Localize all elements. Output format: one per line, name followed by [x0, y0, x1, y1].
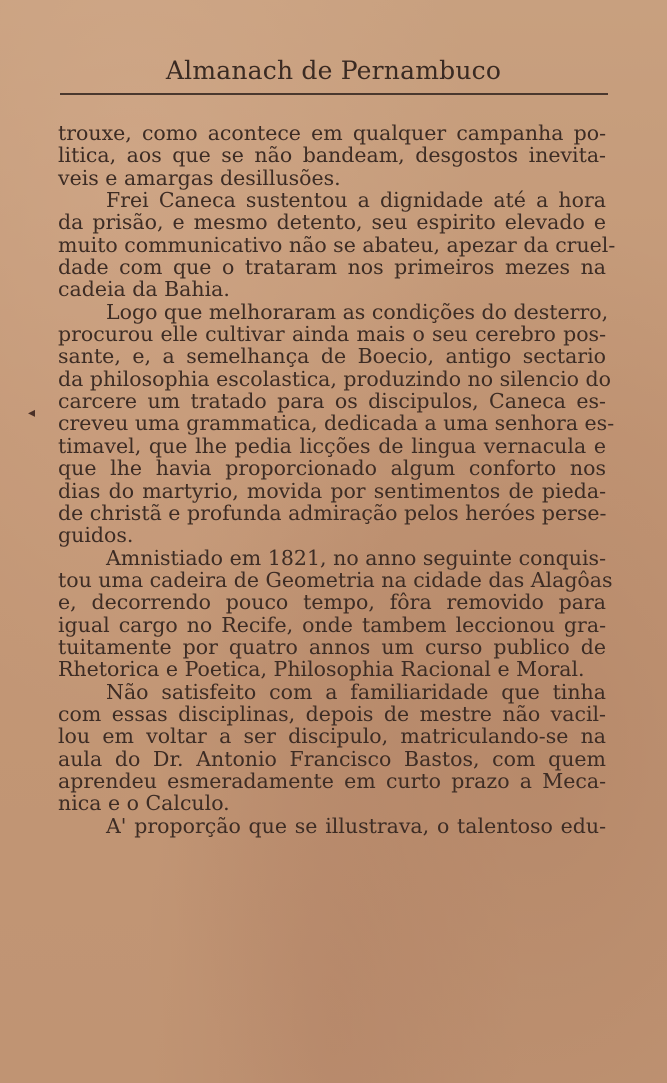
text-line: trouxe, como acontece em qualquer campanha po- — [58, 121, 606, 145]
text-line: Logo que melhoraram as condições do desterro, — [106, 299, 609, 324]
text-line: Frei Caneca sustentou a dignidade até a hora — [106, 188, 606, 213]
text-line: procurou elle cultivar ainda mais o seu cerebro pos- — [58, 322, 606, 347]
margin-mark: ◂ — [28, 405, 36, 421]
text-line: cadeia da Bahia. — [58, 277, 230, 302]
text-line: lou em voltar a ser discipulo, matriculando-se na — [58, 724, 606, 749]
text-line: que lhe havia proporcionado algum conforto nos — [58, 456, 606, 481]
text-line: carcere um tratado para os discipulos, Caneca es- — [58, 389, 606, 414]
text-line: dias do martyrio, movida por sentimentos de pieda- — [58, 478, 606, 503]
text-line: tou uma cadeira de Geometria na cidade das Alagôas — [58, 567, 613, 592]
text-line: Rhetorica e Poetica, Philosophia Racional e Moral. — [58, 657, 585, 682]
text-line: tuitamente por quatro annos um curso publico de — [58, 634, 606, 659]
text-line: da philosophia escolastica, produzindo no silencio do — [58, 366, 611, 391]
header-rule — [60, 93, 608, 95]
text-line: litica, aos que se não bandeam, desgostos inevita- — [58, 143, 606, 168]
text-line: com essas disciplinas, depois de mestre não vacil- — [58, 701, 606, 726]
text-line: aula do Dr. Antonio Francisco Bastos, com quem — [58, 746, 606, 771]
text-line: de christã e profunda admiração pelos heróes perse- — [58, 500, 607, 525]
text-line: sante, e, a semelhança de Boecio, antigo sectario — [58, 344, 606, 369]
body-text — [58, 121, 616, 838]
text-line: Amnistiado em 1821, no anno seguinte conquis- — [106, 545, 606, 570]
text-line: e, decorrendo pouco tempo, fôra removido para — [58, 590, 606, 615]
text-line: Não satisfeito com a familiaridade que tinha — [106, 679, 606, 704]
text-line: aprendeu esmeradamente em curto prazo a Meca- — [58, 768, 606, 793]
text-line: guidos. — [58, 523, 134, 548]
text-line: muito communicativo não se abateu, apezar da cruel- — [58, 232, 616, 257]
text-line: da prisão, e mesmo detento, seu espirito elevado e — [58, 210, 606, 235]
running-head: Almanach de Pernambuco — [165, 56, 502, 85]
text-line: A' proporção que se illustrava, o talentoso edu- — [106, 813, 606, 838]
text-line: igual cargo no Recife, onde tambem leccionou gra- — [58, 612, 606, 637]
text-line: dade com que o trataram nos primeiros mezes na — [58, 255, 606, 280]
text-line: nica e o Calculo. — [58, 791, 230, 816]
text-line: veis e amargas desillusões. — [58, 165, 341, 190]
text-line: creveu uma grammatica, dedicada a uma senhora es- — [58, 411, 615, 436]
text-line: timavel, que lhe pedia licções de lingua vernacula e — [58, 433, 606, 458]
